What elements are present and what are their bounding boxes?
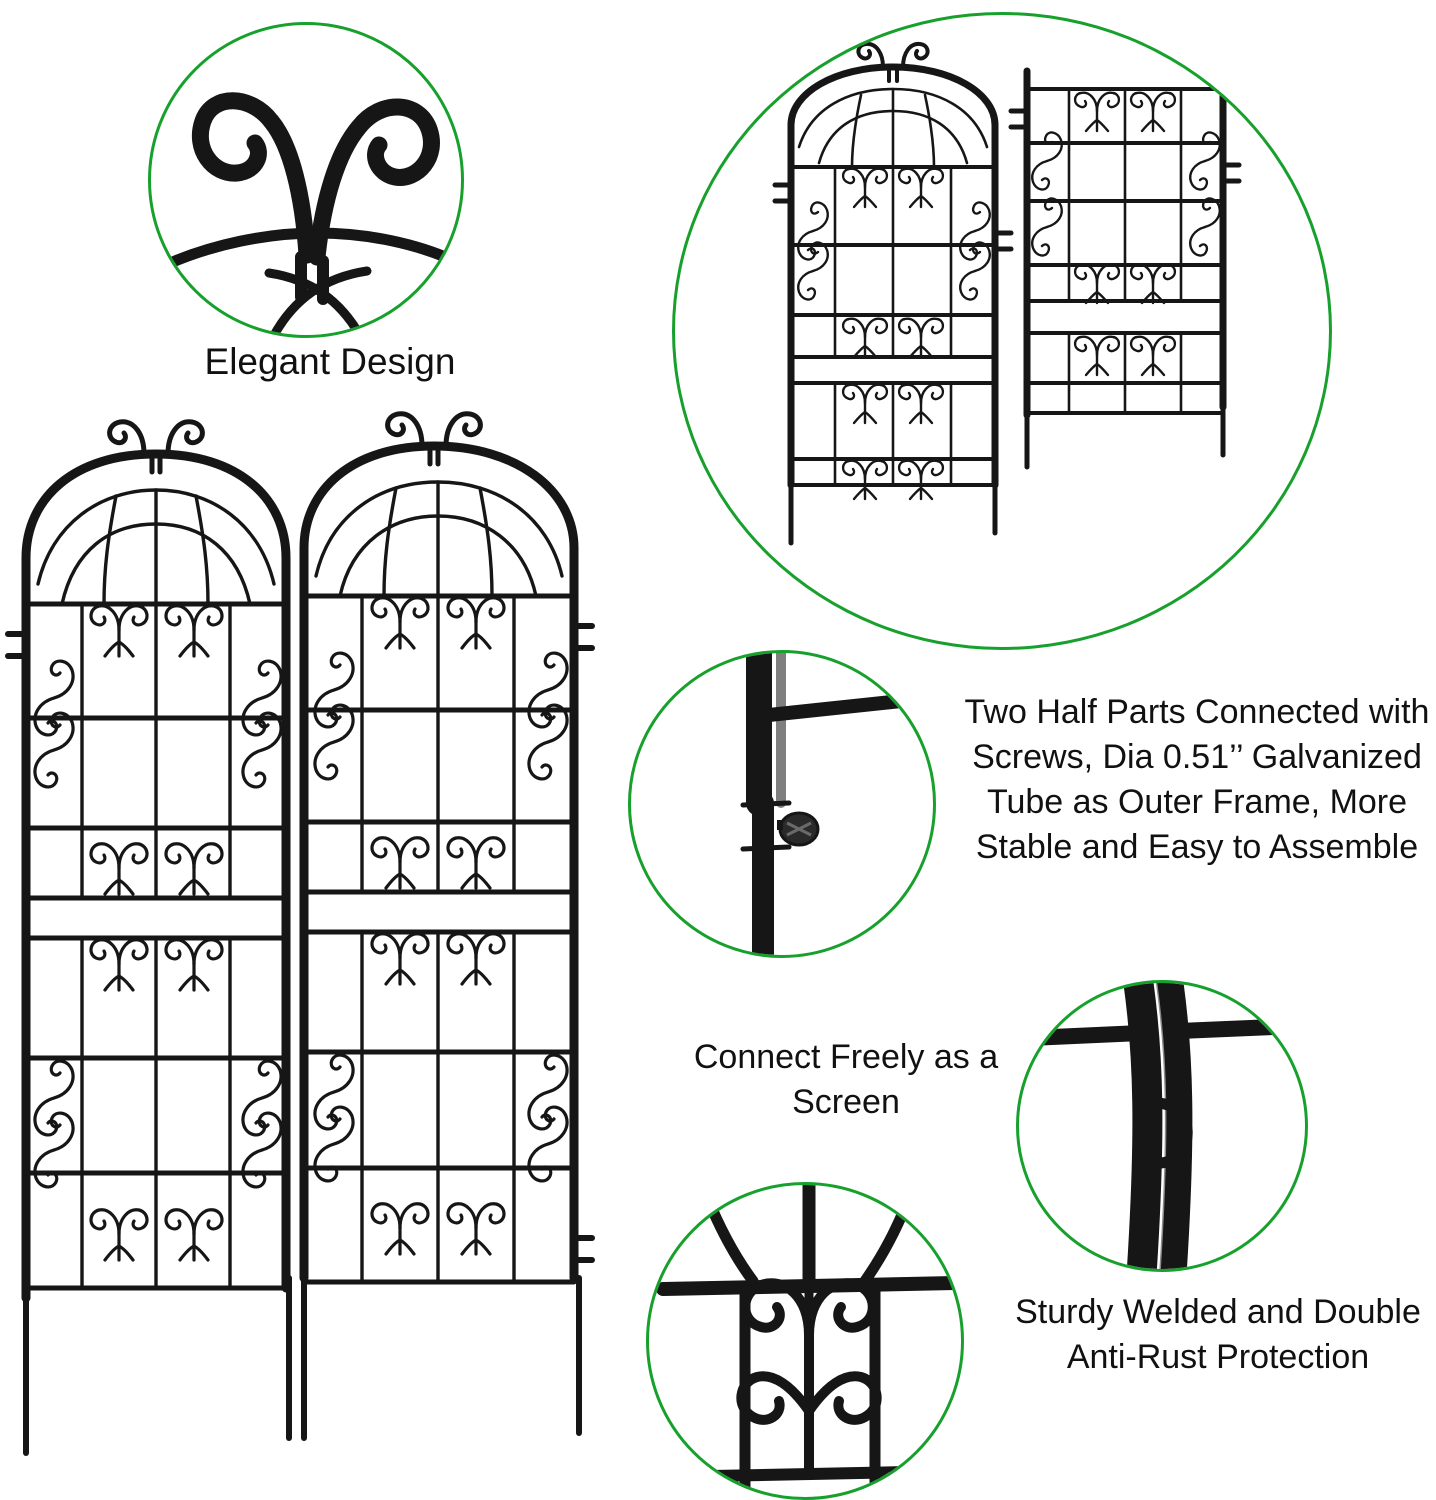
screw-head bbox=[780, 813, 818, 845]
detail-scroll-finial-circle bbox=[148, 22, 464, 338]
detail-two-panel-styles-circle bbox=[672, 12, 1332, 650]
screw-joint-illustration bbox=[631, 653, 936, 958]
welded-joint-illustration bbox=[1019, 983, 1308, 1272]
arched-panel bbox=[775, 44, 1011, 543]
trellis-panel-right bbox=[304, 414, 592, 1438]
detail-screw-joint-circle bbox=[628, 650, 936, 958]
caption-sturdy-welded: Sturdy Welded and Double Anti-Rust Protection bbox=[1015, 1293, 1421, 1376]
full-trellis-panels bbox=[4, 398, 604, 1458]
caption-elegant-design: Elegant Design bbox=[204, 341, 456, 382]
flat-top-panel bbox=[1011, 65, 1239, 467]
trellis-panel-left bbox=[8, 422, 289, 1453]
caption-screw-connection: Two Half Parts Connected with Screws, Dia 0.51’’ Galvanized Tube as Outer Frame, More Stable and Easy to Assemble bbox=[964, 693, 1430, 866]
two-panel-styles-illustration bbox=[675, 15, 1332, 650]
scroll-finial-illustration bbox=[151, 25, 464, 338]
detail-scrollwork-circle bbox=[646, 1182, 964, 1500]
detail-welded-joint-circle bbox=[1016, 980, 1308, 1272]
caption-connect-freely: Connect Freely as a Screen bbox=[693, 1038, 999, 1121]
scrollwork-illustration bbox=[649, 1185, 964, 1500]
trellis-panels-illustration bbox=[4, 398, 604, 1458]
